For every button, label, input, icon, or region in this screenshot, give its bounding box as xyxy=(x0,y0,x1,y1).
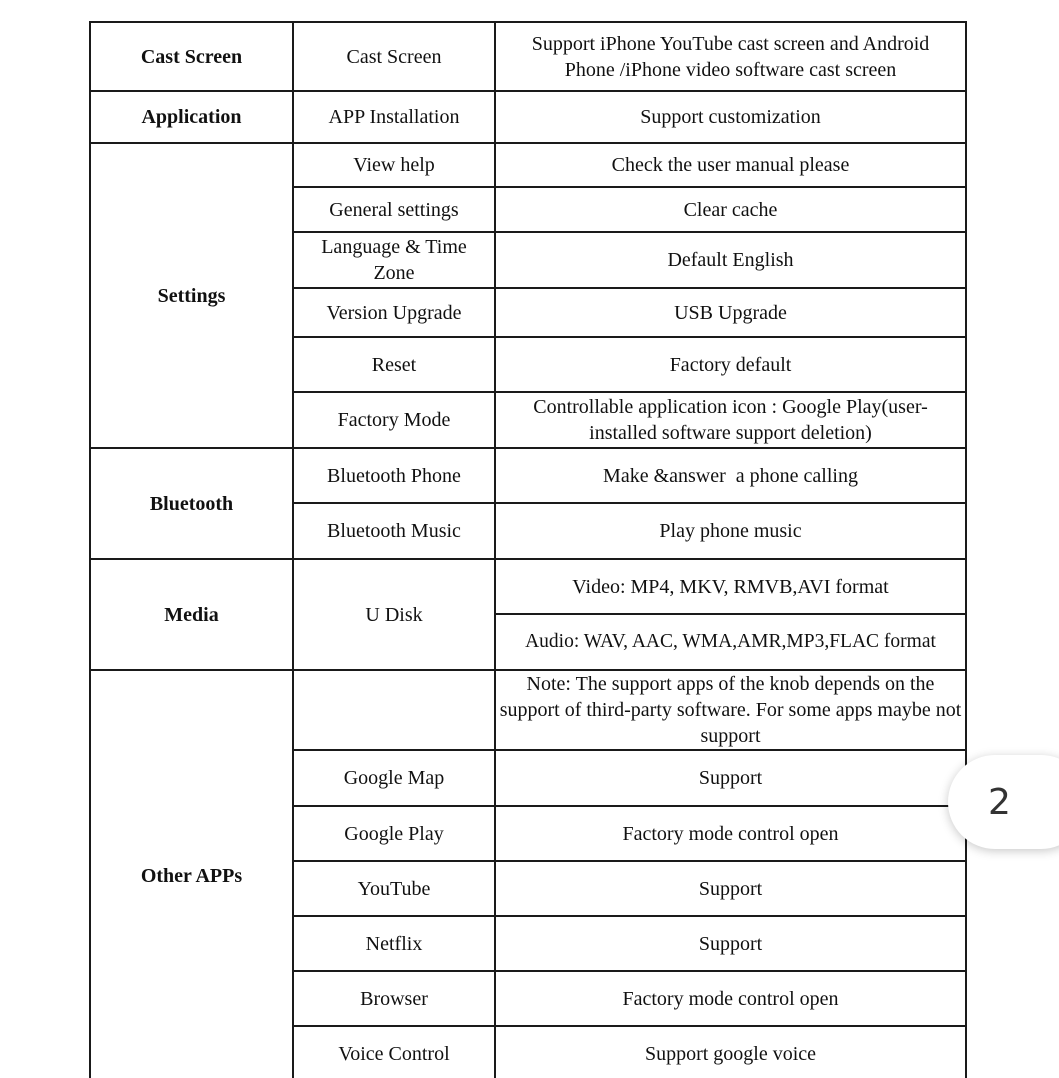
feature-cell: General settings xyxy=(293,187,495,232)
table-row xyxy=(90,559,966,614)
description-cell: Support xyxy=(495,916,966,971)
table-row xyxy=(90,448,966,503)
description-cell: Video: MP4, MKV, RMVB,AVI format xyxy=(495,559,966,614)
category-cell: Media xyxy=(90,559,293,670)
category-cell: Application xyxy=(90,91,293,143)
feature-cell: Cast Screen xyxy=(293,22,495,91)
description-cell: Default English xyxy=(495,232,966,288)
description-cell: Support customization xyxy=(495,91,966,143)
feature-cell: Version Upgrade xyxy=(293,288,495,337)
feature-cell: Bluetooth Phone xyxy=(293,448,495,503)
description-cell: Factory mode control open xyxy=(495,971,966,1026)
description-cell: Make &answer a phone calling xyxy=(495,448,966,503)
feature-cell: Google Play xyxy=(293,806,495,861)
description-cell: Audio: WAV, AAC, WMA,AMR,MP3,FLAC format xyxy=(495,614,966,670)
description-cell: Support xyxy=(495,750,966,806)
table-row xyxy=(90,143,966,187)
feature-cell xyxy=(293,670,495,750)
table-row xyxy=(90,91,966,143)
feature-cell: View help xyxy=(293,143,495,187)
category-cell: Bluetooth xyxy=(90,448,293,559)
description-cell: Factory default xyxy=(495,337,966,392)
page-indicator-badge[interactable] xyxy=(948,755,1059,849)
feature-cell: U Disk xyxy=(293,559,495,670)
table-row xyxy=(90,22,966,91)
spec-table xyxy=(89,21,967,1078)
feature-cell: Google Map xyxy=(293,750,495,806)
feature-cell: Reset xyxy=(293,337,495,392)
description-cell: Clear cache xyxy=(495,187,966,232)
description-cell: Factory mode control open xyxy=(495,806,966,861)
page-number: 2 xyxy=(988,781,1011,823)
description-cell: Check the user manual please xyxy=(495,143,966,187)
category-cell: Cast Screen xyxy=(90,22,293,91)
table-row xyxy=(90,670,966,750)
feature-cell: Bluetooth Music xyxy=(293,503,495,559)
note-cell: Note: The support apps of the knob depends on the support of third-party software. For some apps maybe not support xyxy=(495,670,966,750)
feature-cell: YouTube xyxy=(293,861,495,916)
feature-cell: Browser xyxy=(293,971,495,1026)
description-cell: Support iPhone YouTube cast screen and Android Phone /iPhone video software cast screen xyxy=(495,22,966,91)
description-cell: USB Upgrade xyxy=(495,288,966,337)
feature-cell: Voice Control xyxy=(293,1026,495,1078)
feature-cell: Netflix xyxy=(293,916,495,971)
feature-cell: APP Installation xyxy=(293,91,495,143)
category-cell: Settings xyxy=(90,143,293,448)
description-cell: Support xyxy=(495,861,966,916)
feature-cell: Language & Time Zone xyxy=(293,232,495,288)
description-cell: Play phone music xyxy=(495,503,966,559)
feature-cell: Factory Mode xyxy=(293,392,495,448)
description-cell: Controllable application icon : Google Play(user-installed software support deletion) xyxy=(495,392,966,448)
category-cell: Other APPs xyxy=(90,670,293,1078)
description-cell: Support google voice xyxy=(495,1026,966,1078)
